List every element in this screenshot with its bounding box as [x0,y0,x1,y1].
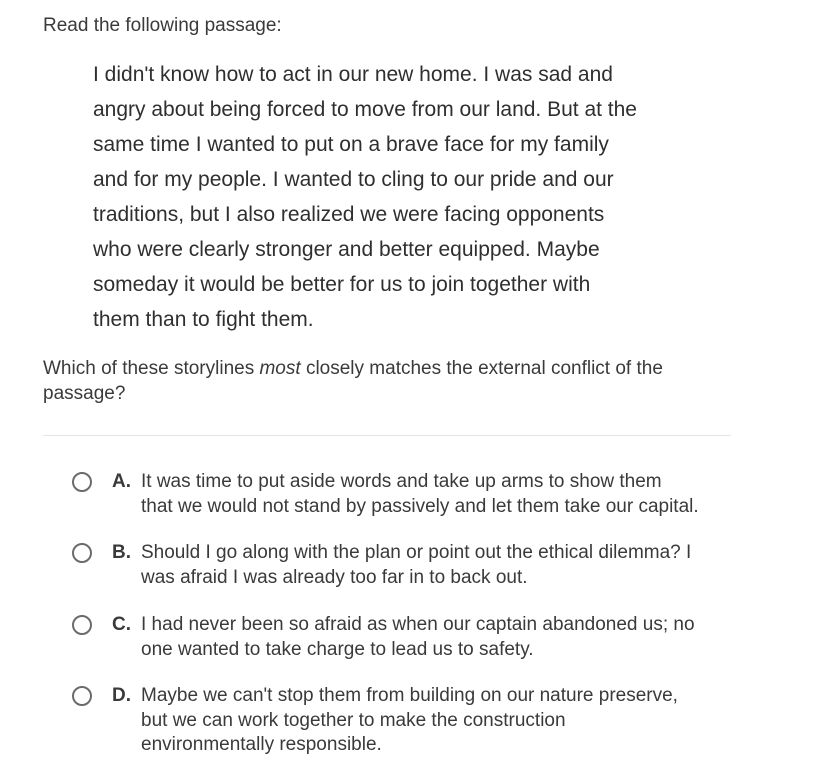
option-letter: D. [112,685,131,706]
option-text [141,541,737,590]
passage-line: traditions, but I also realized we were facing opponents [93,203,605,226]
option-text-line: was afraid I was already too far in to back out. [141,566,528,588]
passage-line: them than to fight them. [93,308,314,331]
passage-line: who were clearly stronger and better equipped. Maybe [93,238,600,261]
option-text-line: I had never been so afraid as when our captain abandoned us; no [141,614,695,635]
answer-option-b[interactable] [72,541,752,590]
option-text [141,684,737,758]
radio-button-icon[interactable] [72,615,92,635]
option-text-line: Should I go along with the plan or point out the ethical dilemma? I [141,542,692,563]
option-text-line: It was time to put aside words and take up arms to show them [141,471,662,492]
option-text [141,613,737,662]
passage-line: and for my people. I wanted to cling to our pride and our [93,168,614,191]
radio-button-icon[interactable] [72,472,92,492]
option-letter: A. [112,471,131,492]
option-text-line: but we can work together to make the construction [141,709,566,731]
option-text-line: one wanted to take charge to lead us to safety. [141,638,534,660]
passage-line: same time I wanted to put on a brave face for my family [93,133,609,156]
question-text-start: Which of these storylines [43,358,260,379]
option-text-line: that we would not stand by passively and let them take our capital. [141,495,699,517]
passage-line: someday it would be better for us to join together with [93,273,591,296]
option-letter: B. [112,542,131,563]
passage [93,57,693,337]
divider [43,435,731,436]
radio-button-icon[interactable] [72,543,92,563]
option-text-line: environmentally responsible. [141,734,382,755]
answer-option-c[interactable] [72,613,752,662]
passage-line: angry about being forced to move from our land. But at the [93,98,637,121]
option-text [141,470,737,519]
passage-line: I didn't know how to act in our new home. I was sad and [93,63,613,86]
question-text-end-line2: passage? [43,382,126,404]
option-letter: C. [112,614,131,635]
option-text-line: Maybe we can't stop them from building on our nature preserve, [141,685,678,706]
question-text-end: closely matches the external conflict of the [300,358,663,379]
answer-option-d[interactable] [72,684,752,758]
radio-button-icon[interactable] [72,686,92,706]
instruction-text: Read the following passage: [43,15,282,36]
question-emphasis: most [259,358,301,379]
question-prompt [43,357,743,406]
answer-option-a[interactable] [72,470,752,519]
